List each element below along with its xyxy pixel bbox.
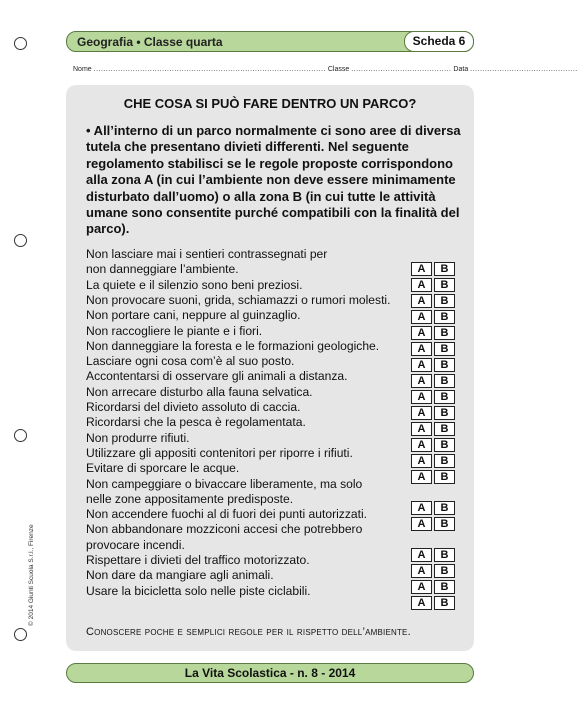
- rule-line: Usare la bicicletta solo nelle piste ciclabili.: [86, 583, 311, 598]
- sheet-number: Scheda 6: [404, 31, 474, 52]
- answer-a-box[interactable]: A: [411, 580, 432, 594]
- rule-line: Non produrre rifiuti.: [86, 430, 190, 445]
- answer-pair: [411, 294, 457, 308]
- answer-pair: [411, 580, 457, 594]
- answer-pair: [411, 326, 457, 340]
- rule-line: nelle zone appositamente predisposte.: [86, 491, 294, 506]
- answer-a-box[interactable]: A: [411, 342, 432, 356]
- header-bar: [66, 31, 474, 52]
- rule-line: Non portare cani, neppure al guinzaglio.: [86, 308, 301, 323]
- answer-pair: [411, 422, 457, 436]
- binder-hole-4: [14, 628, 27, 641]
- answer-a-box[interactable]: A: [411, 501, 432, 515]
- rule-line: Non abbandonare mozziconi accesi che potrebbero: [86, 522, 363, 537]
- rule-line: Non raccogliere le piante e i fiori.: [86, 323, 263, 338]
- answer-b-box[interactable]: B: [434, 294, 455, 308]
- answer-a-box[interactable]: A: [411, 262, 432, 276]
- rule-line: Non danneggiare la foresta e le formazioni geologiche.: [86, 338, 380, 353]
- answer-a-box[interactable]: A: [411, 438, 432, 452]
- answer-b-box[interactable]: B: [434, 358, 455, 372]
- binder-hole-3: [14, 429, 27, 442]
- rule-line: Ricordarsi che la pesca è regolamentata.: [86, 415, 306, 430]
- answer-b-box[interactable]: B: [434, 406, 455, 420]
- rule-line: Utilizzare gli appositi contenitori per riporre i rifiuti.: [86, 445, 353, 460]
- answer-pair: [411, 342, 457, 356]
- classe-field[interactable]: .........................................: [351, 66, 452, 73]
- rule-line: non danneggiare l’ambiente.: [86, 262, 239, 277]
- answer-b-box[interactable]: B: [434, 454, 455, 468]
- answer-a-box[interactable]: A: [411, 358, 432, 372]
- rule-line: Evitare di sporcare le acque.: [86, 461, 240, 476]
- answer-b-box[interactable]: B: [434, 390, 455, 404]
- rule-line: La quiete e il silenzio sono beni preziosi.: [86, 277, 303, 292]
- rule-line: Non dare da mangiare agli animali.: [86, 568, 274, 583]
- answer-a-box[interactable]: A: [411, 548, 432, 562]
- answer-pair: [411, 358, 457, 372]
- answer-a-box[interactable]: A: [411, 310, 432, 324]
- answer-a-box[interactable]: A: [411, 390, 432, 404]
- answer-pair: [411, 438, 457, 452]
- answer-b-box[interactable]: B: [434, 580, 455, 594]
- footer-bar: La Vita Scolastica - n. 8 - 2014: [66, 663, 474, 683]
- answer-pair: [411, 596, 457, 610]
- exercise-panel: [66, 85, 474, 651]
- answer-pair: [411, 564, 457, 578]
- answer-a-box[interactable]: A: [411, 470, 432, 484]
- binder-hole-1: [14, 37, 27, 50]
- answer-b-box[interactable]: B: [434, 374, 455, 388]
- answer-b-box[interactable]: B: [434, 470, 455, 484]
- exercise-instructions: • All’interno di un parco normalmente ci sono aree di diversa tutela che presentano divieti differenti. Nel seguente regolamento stabilisci se le regole proposte corrispondono alla zona A (in cui l’ambiente non deve essere minimamente disturbato dall’uomo) o alla zona B (in cui tutte le attività umane sono consentite purché compatibili con la finalità del parco).: [86, 123, 461, 237]
- rule-line: provocare incendi.: [86, 537, 185, 552]
- answer-pair: [411, 278, 457, 292]
- rule-line: Rispettare i divieti del traffico motorizzato.: [86, 553, 310, 567]
- answer-pair: [411, 374, 457, 388]
- binder-hole-2: [14, 234, 27, 247]
- answer-pair: [411, 262, 457, 276]
- answer-a-box[interactable]: A: [411, 278, 432, 292]
- answer-a-box[interactable]: A: [411, 422, 432, 436]
- copyright-notice: © 2014 Giunti Scuola S.r.l., Firenze: [28, 524, 35, 626]
- answer-b-box[interactable]: B: [434, 548, 455, 562]
- answer-b-box[interactable]: B: [434, 501, 455, 515]
- exercise-title: CHE COSA SI PUÒ FARE DENTRO UN PARCO?: [123, 96, 417, 111]
- answer-b-box[interactable]: B: [434, 342, 455, 356]
- rule-line: Lasciare ogni cosa com’è al suo posto.: [86, 354, 295, 369]
- answer-a-box[interactable]: A: [411, 517, 432, 531]
- classe-label: Classe: [327, 66, 350, 73]
- answer-pair: [411, 470, 457, 484]
- rule-line: Non arrecare disturbo alla fauna selvatica.: [86, 384, 313, 399]
- answer-pair: [411, 406, 457, 420]
- answer-b-box[interactable]: B: [434, 278, 455, 292]
- footnote: Conoscere poche e semplici regole per il rispetto dell’ambiente.: [86, 626, 411, 638]
- answer-b-box[interactable]: B: [434, 517, 455, 531]
- rule-line: Accontentarsi di osservare gli animali a distanza.: [86, 369, 348, 384]
- data-label: Data: [453, 66, 469, 73]
- rule-line: Ricordarsi del divieto assoluto di caccia.: [86, 400, 301, 414]
- answer-b-box[interactable]: B: [434, 262, 455, 276]
- nome-label: Nome: [73, 66, 92, 73]
- answer-pair: [411, 310, 457, 324]
- answer-pair: [411, 390, 457, 404]
- answer-b-box[interactable]: B: [434, 310, 455, 324]
- answer-a-box[interactable]: A: [411, 454, 432, 468]
- data-field[interactable]: ............................................: [470, 66, 578, 73]
- answer-pair: [411, 454, 457, 468]
- answer-pair: [411, 548, 457, 562]
- answer-a-box[interactable]: A: [411, 294, 432, 308]
- answer-b-box[interactable]: B: [434, 422, 455, 436]
- answer-b-box[interactable]: B: [434, 326, 455, 340]
- answer-b-box[interactable]: B: [434, 596, 455, 610]
- student-info-row: [73, 66, 578, 73]
- answer-pair: [411, 501, 457, 515]
- nome-field[interactable]: ...............................................................................................: [93, 66, 326, 73]
- rule-line: Non provocare suoni, grida, schiamazzi o rumori molesti.: [86, 292, 391, 307]
- answer-b-box[interactable]: B: [434, 564, 455, 578]
- answer-b-box[interactable]: B: [434, 438, 455, 452]
- answer-a-box[interactable]: A: [411, 374, 432, 388]
- rule-line: Non campeggiare o bivaccare liberamente, ma solo: [86, 476, 363, 491]
- answer-pair: [411, 517, 457, 531]
- rule-line: Non lasciare mai i sentieri contrassegnati per: [86, 247, 328, 261]
- answer-a-box[interactable]: A: [411, 596, 432, 610]
- answer-a-box[interactable]: A: [411, 564, 432, 578]
- answer-a-box[interactable]: A: [411, 326, 432, 340]
- answer-a-box[interactable]: A: [411, 406, 432, 420]
- subject-label: Geografia • Classe quarta: [77, 35, 223, 49]
- rule-line: Non accendere fuochi al di fuori dei punti autorizzati.: [86, 507, 368, 522]
